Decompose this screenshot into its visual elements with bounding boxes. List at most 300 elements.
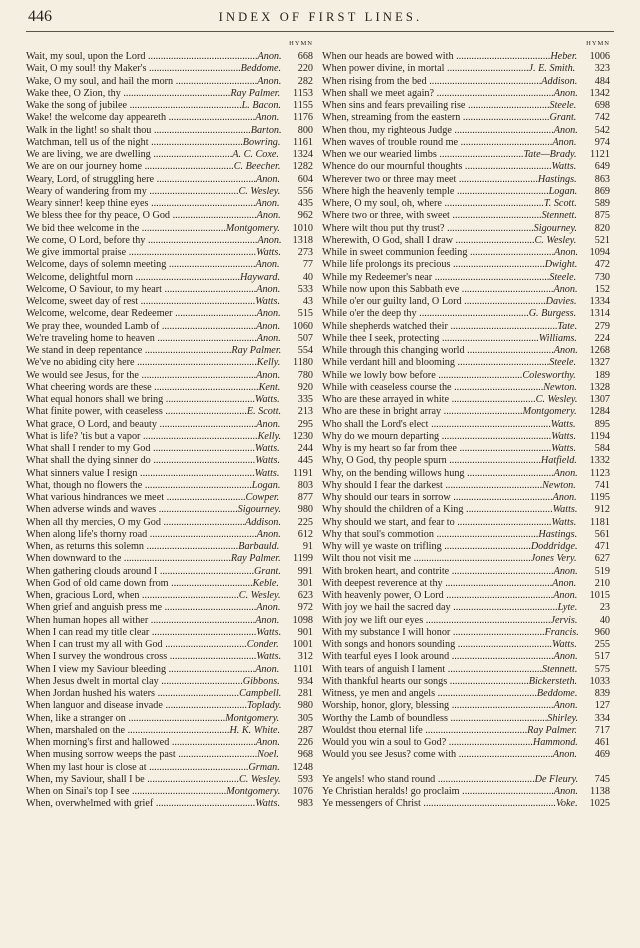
index-entry <box>26 419 313 431</box>
first-line: With my substance I will honor <box>322 626 451 638</box>
first-line: When, marshaled on the <box>26 724 126 736</box>
index-entry <box>26 713 313 725</box>
hymn-number: 575 <box>594 663 610 675</box>
index-entry <box>26 125 313 137</box>
first-line-text <box>26 688 283 700</box>
hymn-number: 1334 <box>589 296 610 307</box>
author: Anon. <box>255 614 280 626</box>
hymn-number: 556 <box>297 185 313 197</box>
hymn-number: 901 <box>297 626 313 638</box>
index-entry <box>322 688 610 700</box>
first-line: Wait, my soul, upon the Lord <box>26 51 146 62</box>
author: Gibbons. <box>242 675 280 687</box>
author: Ray Palmer. <box>230 553 281 565</box>
index-entry <box>322 186 610 198</box>
first-line: What shall I render to my God <box>26 443 151 454</box>
hymn-number: 507 <box>297 332 313 344</box>
hymn-number: 803 <box>297 479 313 491</box>
first-line-text <box>26 676 283 688</box>
first-line: Welcome, O Saviour, to my heart <box>26 283 162 295</box>
dot-leader: .................................. <box>462 161 552 173</box>
author: Watts. <box>551 639 577 650</box>
first-line-text <box>322 345 580 357</box>
dot-leader: .................................... <box>454 357 550 369</box>
first-line: We're traveling home to heaven <box>26 332 155 344</box>
hymn-number: 780 <box>297 369 313 381</box>
hymn-number: 1076 <box>292 786 313 797</box>
first-line: We've no abiding city here <box>26 357 135 369</box>
first-line-text <box>322 406 580 418</box>
first-line: When, my Saviour, shall I be <box>26 773 145 785</box>
first-line-text <box>26 76 283 88</box>
dot-leader: ................................. <box>435 369 523 381</box>
author: Montgomery. <box>225 222 280 234</box>
first-line: When downward to the <box>26 553 122 565</box>
dot-leader: ............................................... <box>134 357 257 369</box>
author: Hatfield. <box>540 455 577 467</box>
index-entry <box>322 737 610 749</box>
first-line: When, streaming from the eastern <box>322 112 461 124</box>
first-line: With songs and honors sounding <box>322 639 456 650</box>
left-entry-list <box>26 51 313 811</box>
dot-leader: .................................. <box>464 345 554 356</box>
author: Anon. <box>553 700 578 712</box>
first-line-text <box>26 419 283 431</box>
first-line: Wake thee, O Zion, thy <box>26 87 121 99</box>
first-line-text <box>26 443 283 455</box>
index-entry <box>26 455 313 467</box>
hymn-number: 561 <box>594 528 610 540</box>
index-entry <box>26 615 313 627</box>
author: Watts. <box>255 455 281 467</box>
first-line-text <box>26 566 283 578</box>
index-entry <box>322 223 610 235</box>
first-line: When on Sinai's top I see <box>26 786 130 797</box>
first-line-text <box>322 725 580 737</box>
first-line: Wait, O my soul! thy Maker's <box>26 63 147 75</box>
author: Tate. <box>557 320 578 332</box>
dot-leader: ..................................... <box>129 786 227 797</box>
hymn-number: 800 <box>297 124 313 136</box>
index-entry <box>322 468 610 480</box>
dot-leader: .......................................... <box>443 590 554 601</box>
first-line-text <box>322 688 580 700</box>
author: Anon. <box>257 51 282 62</box>
first-line: Ye messengers of Christ <box>322 798 421 809</box>
hymn-number: 974 <box>594 136 610 148</box>
dot-leader: ..................................... <box>454 516 552 528</box>
author: Stennett. <box>541 210 577 222</box>
page-number: 446 <box>28 8 52 25</box>
author: Anon. <box>256 332 281 344</box>
first-line: We pray thee, wounded Lamb of <box>26 320 160 332</box>
first-line-text <box>26 100 283 112</box>
index-entry <box>322 774 610 786</box>
dot-leader: ................................. <box>436 149 524 160</box>
hymn-number: 991 <box>297 565 313 577</box>
hymn-number: 745 <box>594 773 610 785</box>
author: E. Scott. <box>246 406 282 418</box>
index-entry <box>26 272 313 284</box>
hymn-number: 323 <box>594 63 610 75</box>
author: Heber. <box>550 51 578 62</box>
right-entry-list <box>322 51 610 762</box>
dot-leader: ....................................... <box>435 688 537 699</box>
hymn-number: 517 <box>594 651 610 663</box>
first-line-text <box>26 786 283 798</box>
first-line-text <box>26 259 283 271</box>
hymn-number: 554 <box>297 345 313 356</box>
first-line: Why is my heart so far from thee <box>322 443 457 454</box>
first-line: Where, O my soul, oh, where <box>322 198 442 209</box>
first-line-text <box>26 639 283 651</box>
hymn-number: 1180 <box>293 357 313 369</box>
author: Addison. <box>245 516 281 528</box>
first-line: What cheering words are these <box>26 381 152 393</box>
author: Anon. <box>553 651 578 663</box>
hymn-number: 1001 <box>292 639 313 650</box>
first-line: While in sweet communion feeding <box>322 247 468 258</box>
first-line: What equal honors shall we bring <box>26 394 164 405</box>
index-entry <box>322 247 610 259</box>
dot-leader: .................................................... <box>420 798 556 809</box>
author: Anon. <box>552 136 577 148</box>
first-line: Whence do our mournful thoughts <box>322 161 463 173</box>
dot-leader: ............................... <box>150 149 233 160</box>
first-line: When gathering clouds around I <box>26 565 158 577</box>
author: C. Wesley. <box>535 394 578 405</box>
first-line: Welcome, welcome, dear Redeemer <box>26 308 173 320</box>
first-line: When waves of trouble round me <box>322 136 459 148</box>
hymn-number: 484 <box>594 75 610 87</box>
dot-leader: ........................................ <box>150 443 255 454</box>
hymn-number: 1181 <box>590 516 610 528</box>
index-entry <box>322 651 610 663</box>
hymn-number: 1230 <box>292 430 313 442</box>
author: Anon. <box>257 234 282 246</box>
first-line: Wouldst thou eternal life <box>322 724 423 736</box>
hymn-number: 912 <box>594 504 610 516</box>
index-entry <box>322 786 610 798</box>
index-entry <box>322 566 610 578</box>
dot-leader: ...................................... <box>442 479 543 491</box>
index-entry <box>26 186 313 198</box>
hymn-number: 742 <box>594 112 610 124</box>
dot-leader: .................................... <box>459 785 554 797</box>
dot-leader: ................................... <box>163 394 255 405</box>
author: Anon. <box>553 283 578 295</box>
author: Montgomery. <box>226 786 281 797</box>
first-line-text <box>322 149 580 161</box>
index-entry <box>26 223 313 235</box>
index-entry <box>322 161 610 173</box>
index-entry <box>26 651 313 663</box>
hymn-number: 305 <box>297 712 313 724</box>
dot-leader: ....................................... <box>154 332 257 344</box>
index-entry <box>26 443 313 455</box>
hymn-number: 1191 <box>293 467 313 479</box>
first-line-text <box>322 443 580 455</box>
first-line-text <box>26 88 283 100</box>
author: Doddridge. <box>530 541 578 552</box>
author: Anon. <box>553 467 578 479</box>
hymn-number: 623 <box>297 590 313 601</box>
first-line-text <box>322 51 580 63</box>
first-line: While thee I seek, protecting <box>322 332 440 344</box>
dot-leader: .................................. <box>463 504 553 516</box>
dot-leader: ........................................ <box>125 724 230 736</box>
hymn-number: 1327 <box>589 357 610 369</box>
first-line-text <box>322 504 580 516</box>
author: Williams. <box>538 332 577 344</box>
first-line: Weary, Lord, of struggling here <box>26 173 155 185</box>
hymn-number: 301 <box>297 577 313 589</box>
first-line-text <box>322 480 580 492</box>
author: C. Wesley. <box>238 590 281 601</box>
dot-leader: ............................... <box>447 675 529 687</box>
first-line-text <box>322 247 580 259</box>
dot-leader: .................................... <box>162 602 257 614</box>
dot-leader: ............................... <box>175 749 258 761</box>
index-entry <box>322 590 610 602</box>
author: Sigourney. <box>533 222 577 234</box>
author: Anon. <box>553 590 578 601</box>
dot-leader: ............................................. <box>432 271 550 283</box>
dot-leader: .................................... <box>454 185 549 197</box>
first-line: When rising from the bed <box>322 75 427 87</box>
index-entry <box>322 345 610 357</box>
first-line: With joy we hail the sacred day <box>322 602 451 614</box>
dot-leader: .................................... <box>459 283 554 295</box>
first-line-text <box>322 76 580 88</box>
hymn-number: 281 <box>297 688 313 699</box>
author: Anon. <box>552 749 577 761</box>
dot-leader: .................................... <box>450 626 545 638</box>
hymn-number: 225 <box>297 516 313 528</box>
dot-leader: ................................ <box>162 700 247 712</box>
author: C. Wesley. <box>534 234 577 246</box>
dot-leader: ...................................... <box>439 332 539 344</box>
dot-leader: ................................... <box>142 161 234 173</box>
first-line: When I survey the wondrous cross <box>26 651 168 663</box>
first-line-text <box>322 198 580 210</box>
index-entry <box>26 529 313 541</box>
first-line-text <box>26 174 283 186</box>
first-line-text <box>322 186 580 198</box>
first-line: What sinners value I resign <box>26 467 138 479</box>
first-line: While now upon this Sabbath eve <box>322 283 460 295</box>
hymn-number: 220 <box>297 63 313 75</box>
first-line: When I view my Saviour bleeding <box>26 663 167 675</box>
hymn-number: 875 <box>594 210 610 222</box>
author: Anon. <box>553 124 578 136</box>
first-line: Walk in the light! so shalt thou <box>26 124 152 136</box>
index-entry <box>26 504 313 516</box>
dot-leader: .................................. <box>444 222 534 234</box>
hymn-number: 920 <box>297 381 313 393</box>
first-line: When I can read my title clear <box>26 626 150 638</box>
index-entry <box>26 786 313 798</box>
first-line-text <box>322 235 580 247</box>
author: Watts. <box>256 651 282 663</box>
first-line: When all thy mercies, O my God <box>26 516 161 528</box>
hymn-number: 877 <box>297 492 313 503</box>
dot-leader: ...................................... <box>125 712 226 724</box>
first-line: Watchman, tell us of the night <box>26 136 149 148</box>
first-line-text <box>26 125 283 137</box>
first-line-text <box>322 517 580 529</box>
first-line-text <box>322 529 580 541</box>
author: C. Beecher. <box>233 161 281 173</box>
dot-leader: ............................................... <box>428 418 551 430</box>
hymn-number: 1318 <box>292 234 313 246</box>
first-line-text <box>322 700 580 712</box>
author: Stennett. <box>542 663 578 675</box>
first-line: When shall we meet again? <box>322 87 435 99</box>
hymn-number: 1033 <box>589 675 610 687</box>
author: Watts. <box>255 798 281 810</box>
hymn-number: 741 <box>594 479 610 491</box>
dot-leader: .................................. <box>166 259 256 271</box>
first-line-text <box>26 541 283 553</box>
hymn-number: 960 <box>594 626 610 638</box>
first-line-text <box>26 149 283 161</box>
index-entry <box>322 125 610 137</box>
first-line: With tears of anguish I lament <box>322 663 446 675</box>
first-line-text <box>322 357 580 369</box>
index-entry <box>26 566 313 578</box>
first-line-text <box>26 749 283 761</box>
author: Francis. <box>544 626 579 638</box>
dot-leader: .............................................. <box>411 553 531 565</box>
index-entry <box>322 602 610 614</box>
first-line-text <box>26 382 283 394</box>
first-line: When, gracious Lord, when <box>26 590 140 601</box>
first-line: When, like a stranger on <box>26 712 126 724</box>
author: C. Wesley. <box>238 185 281 197</box>
dot-leader: .................................... <box>458 136 553 148</box>
author: De Fleury. <box>534 773 579 785</box>
author: Watts. <box>256 247 281 258</box>
hymn-number: 934 <box>297 675 313 687</box>
hymn-number: 1060 <box>292 320 313 332</box>
index-entry <box>26 247 313 259</box>
dot-leader: ..................................... <box>456 749 553 761</box>
index-entry <box>26 541 313 553</box>
hymn-number: 461 <box>594 737 610 748</box>
index-entry <box>26 492 313 504</box>
dot-leader: .................................. <box>166 112 256 124</box>
section-gap <box>322 762 610 774</box>
author: Anon. <box>256 418 281 430</box>
author: Steele. <box>549 357 577 369</box>
first-line-text <box>322 431 580 443</box>
author: Anon. <box>255 112 280 124</box>
first-line: Where high the heavenly temple <box>322 185 455 197</box>
first-line: With thankful hearts our songs <box>322 675 448 687</box>
author: Watts. <box>551 443 577 454</box>
hymn-number: 40 <box>302 271 313 283</box>
hymn-number: 589 <box>594 198 610 209</box>
hymn-number: 820 <box>594 222 610 234</box>
first-line-text <box>26 223 283 235</box>
hymn-number: 962 <box>297 210 313 222</box>
hymn-number: 1332 <box>589 455 610 467</box>
dot-leader: ................................... <box>451 381 544 393</box>
author: Anon. <box>256 320 281 332</box>
index-entry <box>322 700 610 712</box>
dot-leader: ................................ <box>162 639 247 650</box>
dot-leader: ......................................... <box>149 626 257 638</box>
hymn-number: 1342 <box>589 87 610 99</box>
hymn-number: 273 <box>297 247 313 258</box>
index-entry <box>26 198 313 210</box>
index-entry <box>26 76 313 88</box>
first-line-text <box>322 321 580 333</box>
dot-leader: ..................................... <box>159 320 257 332</box>
first-line: Ye Christian heralds! go proclaim <box>322 785 460 797</box>
index-entry <box>26 480 313 492</box>
first-line: Why do we mourn departing <box>322 430 440 442</box>
hymn-column-heading: HYMN <box>586 40 610 47</box>
index-entry <box>322 357 610 369</box>
first-line: When Jesus dwelt in mortal clay <box>26 675 159 687</box>
first-line: Ye angels! who stand round <box>322 773 436 785</box>
index-entry <box>26 553 313 565</box>
first-line: What finite power, with ceaseless <box>26 406 163 418</box>
dot-leader: ................................ <box>444 63 529 75</box>
dot-leader: ................................ <box>160 516 245 528</box>
index-entry <box>26 321 313 333</box>
first-line: When sins and fears prevailing rise <box>322 100 466 111</box>
author: Anon. <box>255 737 280 748</box>
dot-leader: ............................... <box>456 173 538 185</box>
author: Anon. <box>256 210 281 222</box>
dot-leader: ................................. <box>467 247 555 258</box>
first-line-text <box>26 235 283 247</box>
first-line-text <box>322 333 580 345</box>
first-line: Welcome, days of solemn meeting <box>26 259 167 271</box>
author: Steele. <box>549 100 577 111</box>
author: Hastings. <box>537 173 577 185</box>
first-line-text <box>26 406 283 418</box>
author: T. Scott. <box>543 198 577 209</box>
author: Anon. <box>553 345 578 356</box>
first-line-text <box>322 112 580 124</box>
first-line: When adverse winds and waves <box>26 504 157 516</box>
first-line-text <box>322 259 580 271</box>
dot-leader: ................................. <box>446 737 533 748</box>
first-line-text <box>26 664 283 676</box>
first-line: Why, O God, thy people spurn <box>322 455 447 467</box>
dot-leader: ............................... <box>156 504 238 516</box>
hymn-number: 1268 <box>589 345 610 356</box>
first-line-text <box>26 186 283 198</box>
author: A. C. Coxe. <box>232 149 279 160</box>
author: Anon. <box>552 492 577 503</box>
first-line-text <box>26 517 283 529</box>
author: Anon. <box>255 173 281 185</box>
index-entry <box>322 676 610 688</box>
first-line: With heavenly power, O Lord <box>322 590 444 601</box>
dot-leader: ....................................... <box>450 492 553 503</box>
dot-leader: ........................................... <box>439 430 552 442</box>
author: Kent. <box>258 381 281 393</box>
first-line-text <box>26 553 283 565</box>
dot-leader: .......................................... <box>120 87 231 99</box>
index-entry <box>322 419 610 431</box>
first-line-text <box>322 382 580 394</box>
